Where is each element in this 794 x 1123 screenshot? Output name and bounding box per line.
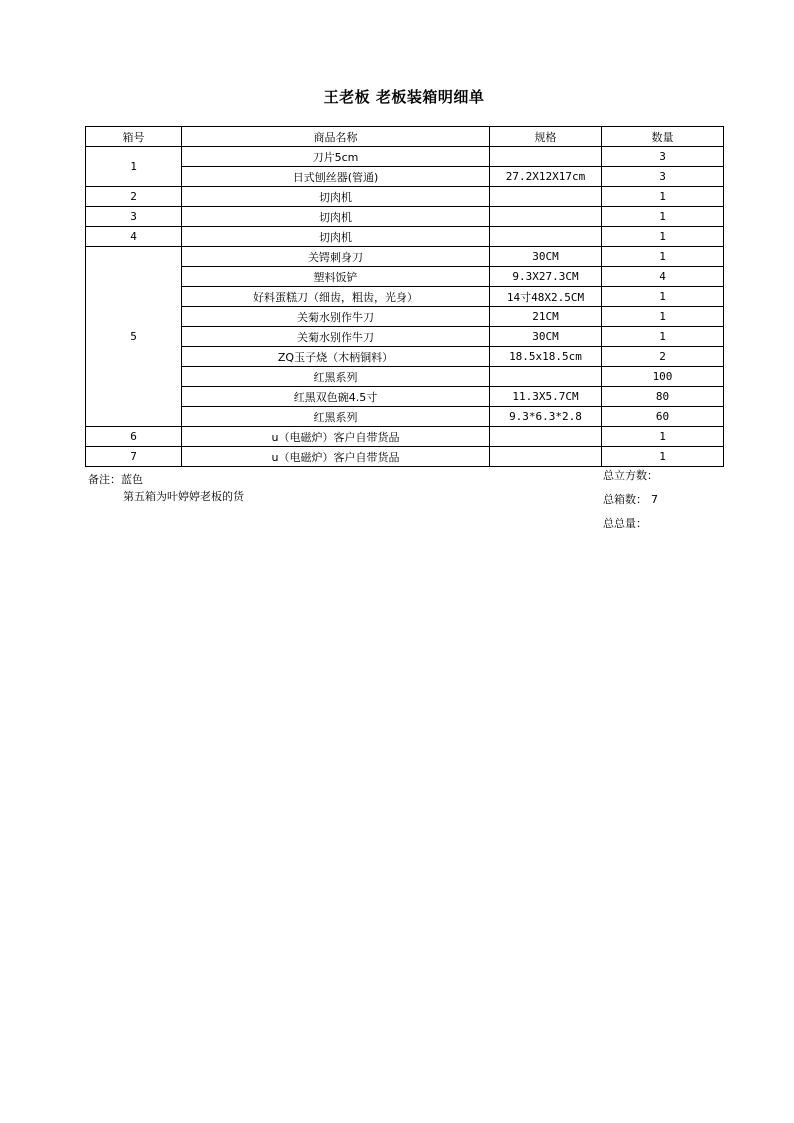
quantity-cell: 2 xyxy=(602,347,724,367)
table-row xyxy=(86,267,724,287)
spec-cell xyxy=(490,187,602,207)
quantity-cell: 1 xyxy=(602,287,724,307)
box-number-cell: 4 xyxy=(86,227,182,247)
total-boxes-value: 7 xyxy=(651,493,658,506)
product-name-cell: 切肉机 xyxy=(182,227,490,247)
product-name-cell: 红黑系列 xyxy=(182,407,490,427)
spec-cell xyxy=(490,427,602,447)
quantity-cell: 1 xyxy=(602,187,724,207)
header-box-number: 箱号 xyxy=(86,127,182,147)
remarks-block xyxy=(88,471,244,505)
spec-cell xyxy=(490,447,602,467)
product-name-cell: 塑料饭铲 xyxy=(182,267,490,287)
spec-cell: 9.3X27.3CM xyxy=(490,267,602,287)
spec-cell: 9.3*6.3*2.8 xyxy=(490,407,602,427)
remarks-detail: 第五箱为叶婷婷老板的货 xyxy=(123,490,244,503)
table-row xyxy=(86,287,724,307)
table-row xyxy=(86,207,724,227)
header-quantity: 数量 xyxy=(602,127,724,147)
table-row xyxy=(86,367,724,387)
spec-cell: 30CM xyxy=(490,247,602,267)
table-row xyxy=(86,187,724,207)
header-product-name: 商品名称 xyxy=(182,127,490,147)
spec-cell: 14寸48X2.5CM xyxy=(490,287,602,307)
product-name-cell: 刀片5cm xyxy=(182,147,490,167)
summary-block xyxy=(603,467,662,539)
quantity-cell: 1 xyxy=(602,327,724,347)
total-volume-label: 总立方数： xyxy=(603,469,658,482)
table-row xyxy=(86,167,724,187)
product-name-cell: 切肉机 xyxy=(182,187,490,207)
table-row xyxy=(86,447,724,467)
total-volume xyxy=(603,467,662,491)
quantity-cell: 60 xyxy=(602,407,724,427)
packing-list-table xyxy=(85,126,724,467)
product-name-cell: 关锷刺身刀 xyxy=(182,247,490,267)
spec-cell: 27.2X12X17cm xyxy=(490,167,602,187)
table-row xyxy=(86,307,724,327)
remarks-line: 备注：蓝色 xyxy=(88,473,143,486)
quantity-cell: 3 xyxy=(602,147,724,167)
table-row xyxy=(86,227,724,247)
quantity-cell: 3 xyxy=(602,167,724,187)
table-row xyxy=(86,387,724,407)
quantity-cell: 1 xyxy=(602,427,724,447)
box-number-cell: 5 xyxy=(86,247,182,427)
table-row xyxy=(86,427,724,447)
product-name-cell: ZQ玉子烧（木柄铜料） xyxy=(182,347,490,367)
product-name-cell: u（电磁炉）客户自带货品 xyxy=(182,447,490,467)
quantity-cell: 1 xyxy=(602,227,724,247)
product-name-cell: 切肉机 xyxy=(182,207,490,227)
total-boxes xyxy=(603,491,662,515)
product-name-cell: 关菊水别作牛刀 xyxy=(182,307,490,327)
box-number-cell: 3 xyxy=(86,207,182,227)
product-name-cell: 日式刨丝器(管通) xyxy=(182,167,490,187)
spec-cell: 11.3X5.7CM xyxy=(490,387,602,407)
product-name-cell: 红黑双色碗4.5寸 xyxy=(182,387,490,407)
product-name-cell: 红黑系列 xyxy=(182,367,490,387)
document-title: 王老板 老板装箱明细单 xyxy=(323,88,485,106)
table-row xyxy=(86,147,724,167)
table-row xyxy=(86,347,724,367)
quantity-cell: 100 xyxy=(602,367,724,387)
box-number-cell: 6 xyxy=(86,427,182,447)
quantity-cell: 1 xyxy=(602,247,724,267)
quantity-cell: 1 xyxy=(602,207,724,227)
product-name-cell: u（电磁炉）客户自带货品 xyxy=(182,427,490,447)
product-name-cell: 好料蛋糕刀（细齿，粗齿，光身） xyxy=(182,287,490,307)
spec-cell: 18.5x18.5cm xyxy=(490,347,602,367)
spec-cell xyxy=(490,147,602,167)
table-row xyxy=(86,247,724,267)
box-number-cell: 1 xyxy=(86,147,182,187)
table-row xyxy=(86,407,724,427)
box-number-cell: 7 xyxy=(86,447,182,467)
spec-cell xyxy=(490,207,602,227)
total-weight-label: 总总量： xyxy=(603,517,647,530)
quantity-cell: 80 xyxy=(602,387,724,407)
quantity-cell: 1 xyxy=(602,307,724,327)
header-specification: 规格 xyxy=(490,127,602,147)
product-name-cell: 关菊水别作牛刀 xyxy=(182,327,490,347)
spec-cell xyxy=(490,227,602,247)
spec-cell xyxy=(490,367,602,387)
total-weight xyxy=(603,515,662,539)
box-number-cell: 2 xyxy=(86,187,182,207)
total-boxes-label: 总箱数： xyxy=(603,493,647,506)
table-row xyxy=(86,327,724,347)
quantity-cell: 1 xyxy=(602,447,724,467)
quantity-cell: 4 xyxy=(602,267,724,287)
spec-cell: 21CM xyxy=(490,307,602,327)
table-header-row xyxy=(86,127,724,147)
spec-cell: 30CM xyxy=(490,327,602,347)
